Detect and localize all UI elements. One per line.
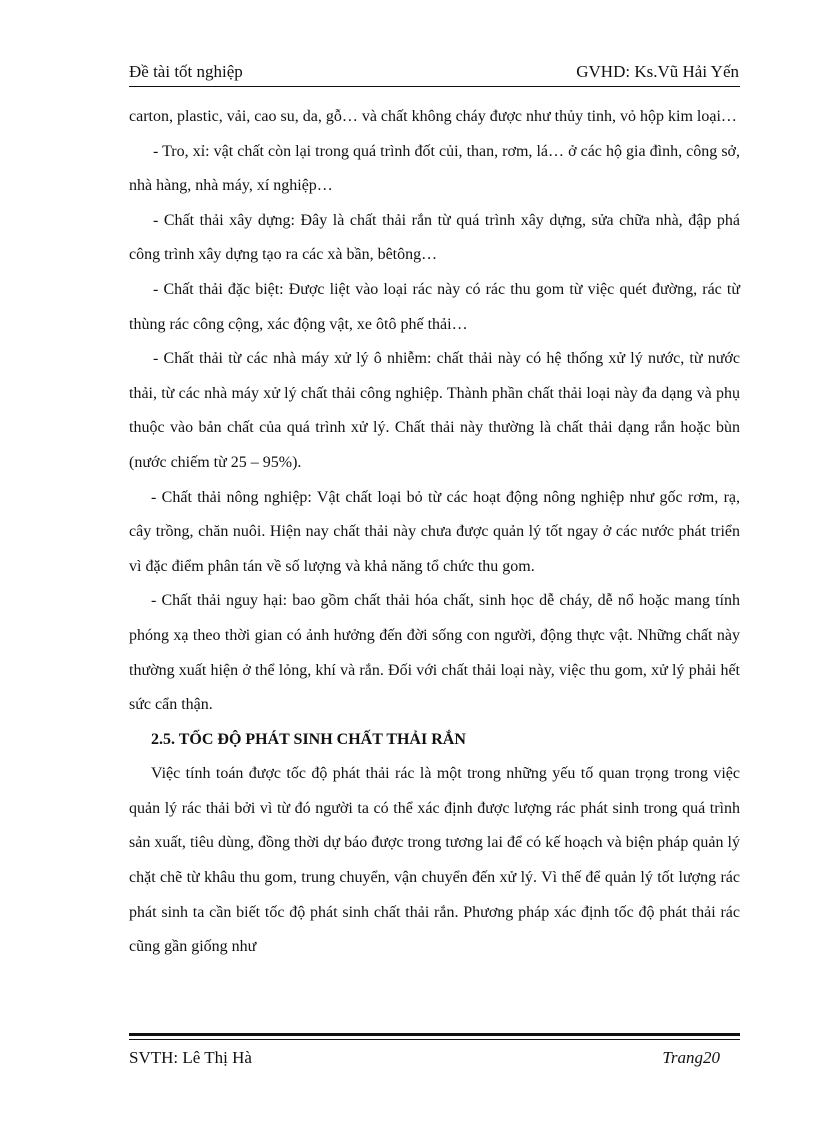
bullet-construction-waste: - Chất thải xây dựng: Đây là chất thải rắn từ quá trình xây dựng, sửa chữa nhà, đập phá công trình xây dựng tạo ra các xà bần, bêtông… [129, 211, 740, 264]
section-paragraph: Việc tính toán được tốc độ phát thải rác là một trong những yếu tố quan trọng trong việc quản lý rác thải bởi vì từ đó người ta có thể xác định được lượng rác phát sinh trong quá trình sản xuất, tiêu dùng, đồng thời dự báo được trong tương lai để có kế hoạch và biện pháp quản lý chặt chẽ từ khâu thu gom, trung chuyển, vận chuyển đến xử lý. Vì thế để quản lý tốt lượng rác phát sinh ta cần biết tốc độ phát sinh chất thải rắn. Phương pháp xác định tốc độ phát thải rác cũng gần giống như [129, 765, 740, 956]
paragraph-continuation: carton, plastic, vải, cao su, da, gỗ… và chất không cháy được như thủy tinh, vỏ hộp kim loại… [129, 108, 737, 125]
page-footer [129, 1046, 740, 1070]
page-body [129, 100, 740, 965]
section-heading: 2.5. TỐC ĐỘ PHÁT SINH CHẤT THẢI RẮN [151, 730, 466, 748]
page-header [129, 60, 739, 84]
bullet-special-waste: - Chất thải đặc biệt: Được liệt vào loại rác này có rác thu gom từ việc quét đường, rác từ thùng rác công cộng, xác động vật, xe ôtô phế thải… [129, 280, 740, 333]
bullet-agricultural-waste: - Chất thải nông nghiệp: Vật chất loại bỏ từ các hoạt động nông nghiệp như gốc rơm, rạ, cây trồng, chăn nuôi. Hiện nay chất thải này chưa được quản lý tốt ngay ở các nước phát triển vì đặc điểm phân tán về số lượng và khả năng tổ chức thu gom. [129, 488, 740, 575]
bullet-hazardous-waste: - Chất thải nguy hại: bao gồm chất thải hóa chất, sinh học dễ cháy, dễ nổ hoặc mang tính phóng xạ theo thời gian có ảnh hưởng đến đời sống con người, động thực vật. Những chất này thường xuất hiện ở thể lỏng, khí và rắn. Đối với chất thải loại này, việc thu gom, xử lý phải hết sức cẩn thận. [129, 592, 740, 714]
bullet-ash-slag: - Tro, xỉ: vật chất còn lại trong quá trình đốt củi, than, rơm, lá… ở các hộ gia đình, công sở, nhà hàng, nhà máy, xí nghiệp… [129, 142, 740, 195]
student-label: SVTH: Lê Thị Hà [129, 1048, 252, 1067]
header-divider [129, 86, 740, 87]
page-number: Trang20 [662, 1048, 720, 1067]
footer-divider-thick [129, 1033, 740, 1036]
footer-divider-thin [129, 1039, 740, 1040]
thesis-title-label: Đề tài tốt nghiệp [129, 62, 243, 81]
supervisor-label: GVHD: Ks.Vũ Hải Yến [576, 62, 739, 81]
bullet-treatment-plant-waste: - Chất thải từ các nhà máy xử lý ô nhiễm: chất thải này có hệ thống xử lý nước, từ nước thải, từ các nhà máy xử lý chất thải công nghiệp. Thành phần chất thải loại này đa dạng và phụ thuộc vào bản chất của quá trình xử lý. Chất thải này thường là chất thải dạng rắn hoặc bùn (nước chiếm từ 25 – 95%). [129, 350, 740, 471]
